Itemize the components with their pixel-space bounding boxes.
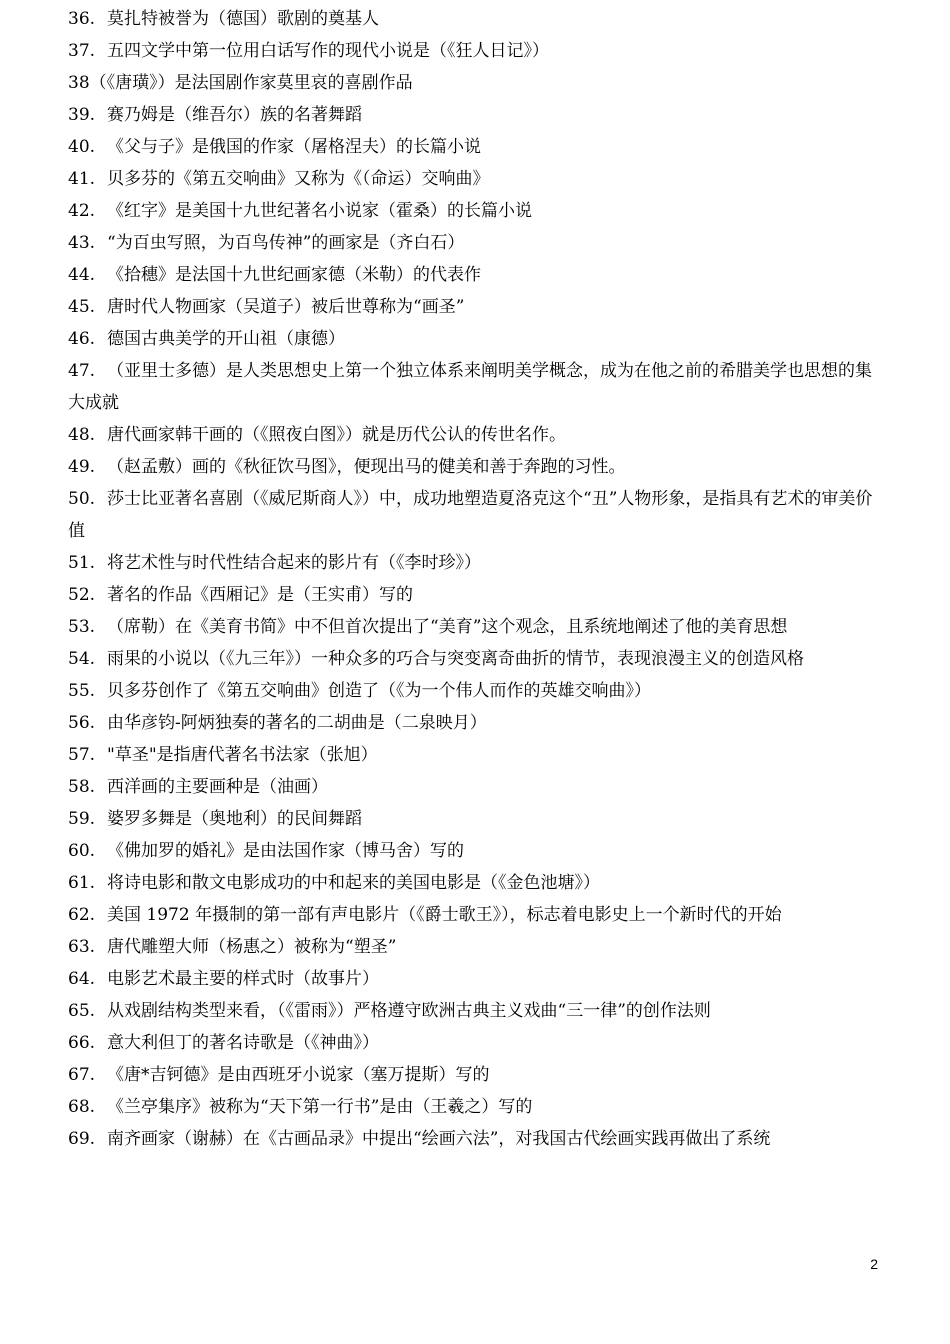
item-number: 58.: [68, 777, 96, 797]
item-text: “为百虫写照，为百鸟传神”的画家是（齐白石）: [107, 233, 465, 253]
item-number: 61.: [68, 873, 96, 893]
list-item: [68, 131, 880, 163]
list-item: [68, 1123, 880, 1155]
list-item: [68, 67, 880, 99]
list-item: [68, 355, 880, 419]
list-item: [68, 835, 880, 867]
list-item: [68, 259, 880, 291]
item-text: 《唐*吉钶德》是由西班牙小说家（塞万提斯）写的: [107, 1065, 490, 1085]
list-item: [68, 323, 880, 355]
list-item: [68, 739, 880, 771]
list-item: [68, 419, 880, 451]
item-text: 《红字》是美国十九世纪著名小说家（霍桑）的长篇小说: [107, 201, 532, 221]
item-number: 56.: [68, 713, 96, 733]
item-number: 63.: [68, 937, 96, 957]
item-number: 43.: [68, 233, 96, 253]
item-text: 西洋画的主要画种是（油画）: [107, 777, 328, 797]
item-number: 37.: [68, 41, 96, 61]
list-item: [68, 771, 880, 803]
item-number: 62.: [68, 905, 96, 925]
list-item: [68, 483, 880, 547]
item-number: 66.: [68, 1033, 96, 1053]
item-text: 婆罗多舞是（奥地利）的民间舞蹈: [107, 809, 362, 829]
item-text: 唐代画家韩干画的（《照夜白图》）就是历代公认的传世名作。: [107, 425, 566, 445]
list-item: [68, 707, 880, 739]
item-text: （亚里士多德）是人类思想史上第一个独立体系来阐明美学概念，成为在他之前的希腊美学也思想的集大成就: [68, 361, 872, 413]
item-text: 《父与子》是俄国的作家（屠格涅夫）的长篇小说: [107, 137, 481, 157]
item-text: 贝多芬创作了《第五交响曲》创造了（《为一个伟人而作的英雄交响曲》）: [107, 681, 651, 701]
item-text: 五四文学中第一位用白话写作的现代小说是（《狂人日记》）: [107, 41, 549, 61]
item-text: 将艺术性与时代性结合起来的影片有（《李时珍》）: [107, 553, 481, 573]
item-text: 雨果的小说以（《九三年》）一种众多的巧合与突变离奇曲折的情节，表现浪漫主义的创造风格: [107, 649, 804, 669]
list-item: [68, 611, 880, 643]
item-text: （赵孟敷）画的《秋征饮马图》，便现出马的健美和善于奔跑的习性。: [107, 457, 626, 477]
item-text: 唐时代人物画家（吴道子）被后世尊称为“画圣”: [107, 297, 465, 317]
item-number: 38: [68, 73, 90, 93]
list-item: [68, 1027, 880, 1059]
list-item: [68, 995, 880, 1027]
item-number: 55.: [68, 681, 96, 701]
item-number: 42.: [68, 201, 96, 221]
list-item: [68, 579, 880, 611]
item-text: 著名的作品《西厢记》是（王实甫）写的: [107, 585, 413, 605]
item-text: 《拾穗》是法国十九世纪画家德（米勒）的代表作: [107, 265, 481, 285]
item-text: 从戏剧结构类型来看，（《雷雨》）严格遵守欧洲古典主义戏曲“三一律”的创作法则: [107, 1001, 711, 1021]
list-item: [68, 451, 880, 483]
item-text: 莫扎特被誉为（德国）歌剧的奠基人: [107, 9, 379, 29]
list-item: [68, 163, 880, 195]
item-text: "草圣"是指唐代著名书法家（张旭）: [107, 745, 378, 765]
item-number: 51.: [68, 553, 96, 573]
list-item: [68, 643, 880, 675]
item-text: 南齐画家（谢赫）在《古画品录》中提出“绘画六法”，对我国古代绘画实践再做出了系统: [107, 1129, 771, 1149]
item-text: 美国 1972 年摄制的第一部有声电影片（《爵士歌王》），标志着电影史上一个新时代的开始: [107, 905, 782, 925]
item-text: 《兰亭集序》被称为“天下第一行书”是由（王羲之）写的: [107, 1097, 533, 1117]
list-item: [68, 931, 880, 963]
item-text: 电影艺术最主要的样式时（故事片）: [107, 969, 379, 989]
item-number: 67.: [68, 1065, 96, 1085]
item-text: 莎士比亚著名喜剧（《威尼斯商人》）中，成功地塑造夏洛克这个“丑”人物形象，是指具有艺术的审美价值: [68, 489, 873, 541]
list-item: [68, 675, 880, 707]
item-number: 36.: [68, 9, 96, 29]
list-item: [68, 35, 880, 67]
item-text: 将诗电影和散文电影成功的中和起来的美国电影是（《金色池塘》）: [107, 873, 600, 893]
page-number: 2: [870, 1256, 878, 1272]
item-text: 由华彦钧-阿炳独奏的著名的二胡曲是（二泉映月）: [107, 713, 487, 733]
item-text: （席勒）在《美育书简》中不但首次提出了“美育”这个观念，且系统地阐述了他的美育思想: [107, 617, 788, 637]
item-number: 49.: [68, 457, 96, 477]
item-text: 《佛加罗的婚礼》是由法国作家（博马舍）写的: [107, 841, 464, 861]
item-number: 68.: [68, 1097, 96, 1117]
item-text: 唐代雕塑大师（杨惠之）被称为“塑圣”: [107, 937, 397, 957]
list-item: [68, 1091, 880, 1123]
item-number: 50.: [68, 489, 96, 509]
item-text: 赛乃姆是（维吾尔）族的名著舞蹈: [107, 105, 362, 125]
list-item: [68, 195, 880, 227]
list-item: [68, 99, 880, 131]
item-number: 54.: [68, 649, 96, 669]
list-item: [68, 867, 880, 899]
item-number: 45.: [68, 297, 96, 317]
item-number: 59.: [68, 809, 96, 829]
item-number: 41.: [68, 169, 96, 189]
item-number: 65.: [68, 1001, 96, 1021]
question-list: [68, 3, 880, 1155]
list-item: [68, 227, 880, 259]
list-item: [68, 1059, 880, 1091]
item-number: 44.: [68, 265, 96, 285]
item-number: 52.: [68, 585, 96, 605]
item-number: 57.: [68, 745, 96, 765]
item-number: 60.: [68, 841, 96, 861]
item-number: 69.: [68, 1129, 96, 1149]
item-number: 64.: [68, 969, 96, 989]
item-text: 贝多芬的《第五交响曲》又称为《（命运）交响曲》: [107, 169, 490, 189]
item-number: 40.: [68, 137, 96, 157]
item-number: 39.: [68, 105, 96, 125]
item-text: （《唐璜》）是法国剧作家莫里哀的喜剧作品: [89, 73, 413, 93]
item-text: 意大利但丁的著名诗歌是（《神曲》）: [107, 1033, 379, 1053]
list-item: [68, 3, 880, 35]
item-number: 47.: [68, 361, 96, 381]
list-item: [68, 899, 880, 931]
list-item: [68, 291, 880, 323]
list-item: [68, 803, 880, 835]
item-number: 53.: [68, 617, 96, 637]
list-item: [68, 547, 880, 579]
item-number: 46.: [68, 329, 96, 349]
list-item: [68, 963, 880, 995]
item-number: 48.: [68, 425, 96, 445]
item-text: 德国古典美学的开山祖（康德）: [107, 329, 345, 349]
